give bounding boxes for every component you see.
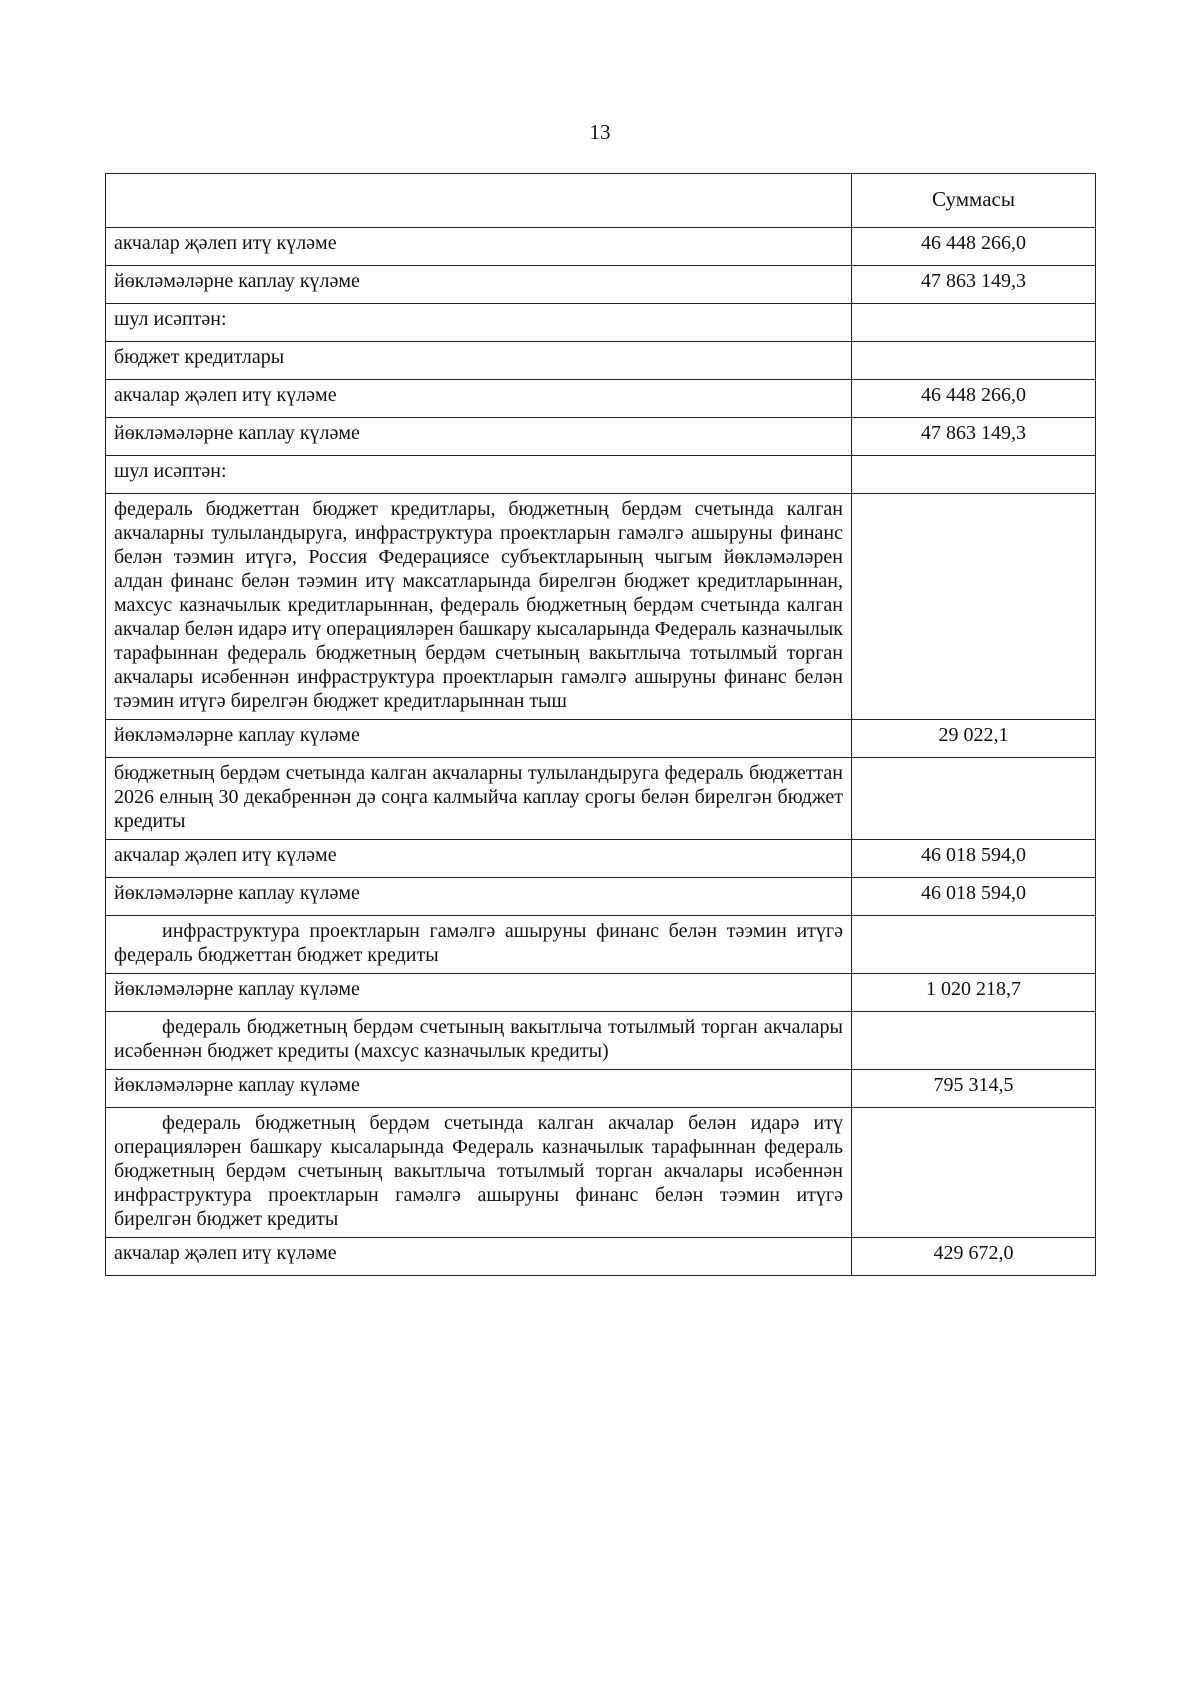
row-sum [852,1108,1096,1238]
row-text: акчалар җәлеп итү күләме [106,840,852,878]
table-row [106,758,1096,840]
row-text: шул исәптән: [106,304,852,342]
row-sum [852,304,1096,342]
row-text: йөкләмәләрне каплау күләме [106,418,852,456]
table-row [106,1070,1096,1108]
row-text: акчалар җәлеп итү күләме [106,380,852,418]
table-row [106,1238,1096,1276]
row-text: инфраструктура проектларын гамәлгә ашыруны финанс белән тәэмин итүгә федераль бюджеттан бюджет кредиты [106,916,852,974]
row-text: бюджет кредитлары [106,342,852,380]
header-description [106,174,852,228]
row-text: федераль бюджеттан бюджет кредитлары, бюджетның бердәм счетында калган акчаларны тулыландыруга, инфраструктура проектларын гамәлгә ашыруны финанс белән тәэмин итүгә, Россия Федерациясе субъектларының чыгым йөкләмәләрен алдан финанс белән тәэмин итү максатларында бирелгән бюджет кредитларыннан, махсус казначылык кредитларыннан, федераль бюджетның бердәм счетында калган акчалар белән идарә итү операцияләрен башкару кысаларында Федераль казначылык тарафыннан федераль бюджетның бердәм счетының вакытлыча тотылмый торган акчалары исәбеннән инфраструктура проектларын гамәлгә ашыруны финанс белән тәэмин итүгә бирелгән бюджет кредитларыннан тыш [106,494,852,720]
table-row [106,456,1096,494]
table-row [106,418,1096,456]
table-row [106,380,1096,418]
table-row [106,304,1096,342]
table-row [106,1108,1096,1238]
row-sum [852,494,1096,720]
page-number: 13 [589,120,611,144]
table-row [106,494,1096,720]
row-sum: 47 863 149,3 [852,266,1096,304]
row-sum: 795 314,5 [852,1070,1096,1108]
row-sum: 47 863 149,3 [852,418,1096,456]
row-text: йөкләмәләрне каплау күләме [106,720,852,758]
row-sum: 46 018 594,0 [852,878,1096,916]
table-row [106,228,1096,266]
row-sum [852,758,1096,840]
row-sum: 429 672,0 [852,1238,1096,1276]
row-text: йөкләмәләрне каплау күләме [106,1070,852,1108]
row-text: йөкләмәләрне каплау күләме [106,974,852,1012]
table-row [106,878,1096,916]
row-text: йөкләмәләрне каплау күләме [106,266,852,304]
table-row [106,974,1096,1012]
table-row [106,916,1096,974]
table-row [106,840,1096,878]
row-sum [852,456,1096,494]
row-text: йөкләмәләрне каплау күләме [106,878,852,916]
row-sum [852,1012,1096,1070]
row-sum [852,342,1096,380]
table-row [106,266,1096,304]
budget-table [105,173,1096,1276]
row-sum: 46 448 266,0 [852,228,1096,266]
row-sum: 29 022,1 [852,720,1096,758]
row-text: шул исәптән: [106,456,852,494]
table-row [106,720,1096,758]
row-text: федераль бюджетның бердәм счетында калган акчалар белән идарә итү операцияләрен башкару кысаларында Федераль казначылык тарафыннан федераль бюджетның бердәм счетының вакытлыча тотылмый торган акчалары исәбеннән инфраструктура проектларын гамәлгә ашыруны финанс белән тәэмин итүгә бирелгән бюджет кредиты [106,1108,852,1238]
table-row [106,342,1096,380]
row-text: федераль бюджетның бердәм счетының вакытлыча тотылмый торган акчалары исәбеннән бюджет кредиты (махсус казначылык кредиты) [106,1012,852,1070]
row-text: акчалар җәлеп итү күләме [106,1238,852,1276]
row-sum [852,916,1096,974]
header-sum: Суммасы [852,174,1096,228]
table-row [106,1012,1096,1070]
row-sum: 46 448 266,0 [852,380,1096,418]
row-text: акчалар җәлеп итү күләме [106,228,852,266]
row-sum: 1 020 218,7 [852,974,1096,1012]
table-header-row [106,174,1096,228]
row-text: бюджетның бердәм счетында калган акчаларны тулыландыруга федераль бюджеттан 2026 елның 30 декабреннән дә соңга калмыйча каплау срогы белән бирелгән бюджет кредиты [106,758,852,840]
row-sum: 46 018 594,0 [852,840,1096,878]
